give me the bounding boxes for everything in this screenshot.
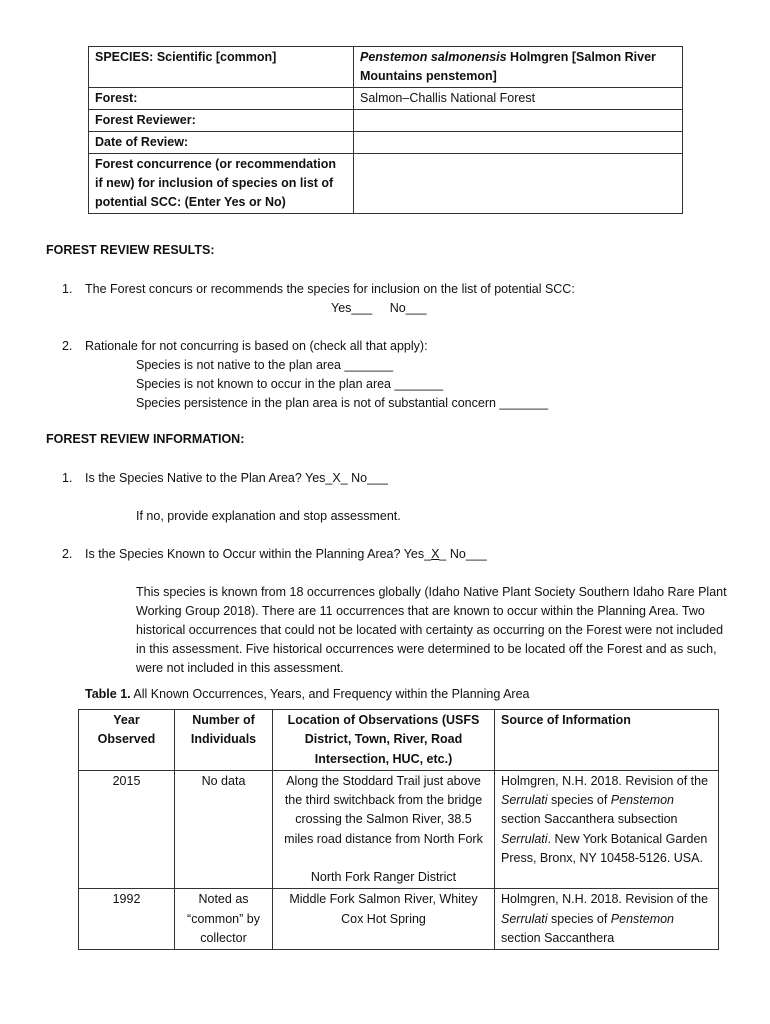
source-italic: Penstemon xyxy=(610,911,675,926)
question-2-text-start: Is the Species Known to Occur within the Planning Area? Yes_ xyxy=(85,547,432,561)
header-number-of-individuals: Number of Individuals xyxy=(175,710,273,771)
source-text: section Saccanthera xyxy=(501,930,615,945)
cell-year: 1992 xyxy=(79,889,175,950)
cell-source xyxy=(495,889,719,950)
source-text: . New York Botanical Garden Press, Bronx, NY 10458-5126. USA. xyxy=(501,831,708,866)
question-1-text: Is the Species Native to the Plan Area? Yes_X_ No___ xyxy=(85,471,388,485)
date-of-review-label: Date of Review: xyxy=(89,132,354,154)
cell-location: Middle Fork Salmon River, Whitey Cox Hot Spring xyxy=(273,889,495,950)
forest-concurrence-value[interactable] xyxy=(354,154,683,214)
forest-reviewer-label: Forest Reviewer: xyxy=(89,110,354,132)
question-2-text xyxy=(85,545,487,564)
table-1-caption-text: All Known Occurrences, Years, and Frequency within the Planning Area xyxy=(130,687,530,701)
results-item-2-number: 2. xyxy=(62,339,73,353)
source-text: Holmgren, N.H. 2018. Revision of the xyxy=(501,892,709,907)
header-location: Location of Observations (USFS District, Town, River, Road Intersection, HUC, etc.) xyxy=(273,710,495,771)
question-2-paragraph: This species is known from 18 occurrences globally (Idaho Native Plant Society Southern Idaho Rare Plant Working Group 2018). There are 11 occurrences that are known to occur within the Planning Area. Two historical occurrences that could not be located with certainty as occurring on the Forest were not included in this assessment. Five historical occurrences were determined to be located off the Forest and as such, were not included in this assessment. xyxy=(136,585,727,675)
source-italic: Serrulati xyxy=(501,793,548,808)
forest-concurrence-label: Forest concurrence (or recommendation if new) for inclusion of species on list of potential SCC: (Enter Yes or No) xyxy=(89,154,354,214)
cell-source xyxy=(495,770,719,888)
question-1-number: 1. xyxy=(62,471,73,485)
cell-number: Noted as “common” by collector xyxy=(175,889,273,950)
cell-location-text: Along the Stoddard Trail just above the third switchback from the bridge crossing the Salmon River, 38.5 miles road distance from North Fork xyxy=(284,773,483,846)
source-text: section Saccanthera subsection xyxy=(501,812,678,827)
source-italic: Penstemon xyxy=(610,793,675,808)
results-item-1-text: The Forest concurs or recommends the species for inclusion on the list of potential SCC: xyxy=(85,282,575,296)
question-2-number: 2. xyxy=(62,547,73,561)
species-common-name: Holmgren [Salmon River Mountains penstemon] xyxy=(360,50,656,83)
question-2-answer-x: X xyxy=(431,547,440,561)
species-info-table xyxy=(88,46,683,214)
table-header-row xyxy=(79,710,719,771)
cell-year: 2015 xyxy=(79,770,175,888)
cell-location xyxy=(273,770,495,888)
cell-number: No data xyxy=(175,770,273,888)
header-year-observed: Year Observed xyxy=(79,710,175,771)
table-row xyxy=(79,889,719,950)
results-heading: FOREST REVIEW RESULTS: xyxy=(46,243,215,257)
species-label: SPECIES: Scientific [common] xyxy=(89,47,354,88)
question-2-text-end: _ No___ xyxy=(439,547,487,561)
forest-value: Salmon–Challis National Forest xyxy=(354,88,683,110)
source-text: species of xyxy=(547,793,611,808)
source-italic: Serrulati xyxy=(501,831,548,846)
forest-reviewer-value[interactable] xyxy=(354,110,683,132)
cell-location-district: North Fork Ranger District xyxy=(310,870,457,885)
results-item-2-text: Rationale for not concurring is based on (check all that apply): xyxy=(85,339,428,353)
source-text: Holmgren, N.H. 2018. Revision of the xyxy=(501,773,709,788)
date-of-review-value[interactable] xyxy=(354,132,683,154)
forest-label: Forest: xyxy=(89,88,354,110)
occurrences-table xyxy=(78,709,719,950)
question-1-note: If no, provide explanation and stop assessment. xyxy=(136,509,401,523)
reason-not-known[interactable]: Species is not known to occur in the plan area _______ xyxy=(136,377,444,391)
table-row xyxy=(79,770,719,888)
species-scientific-name: Penstemon salmonensis xyxy=(360,50,507,64)
table-1-caption xyxy=(85,685,529,704)
reason-not-native[interactable]: Species is not native to the plan area _______ xyxy=(136,358,394,372)
information-heading: FOREST REVIEW INFORMATION: xyxy=(46,432,245,446)
source-text: species of xyxy=(547,911,611,926)
species-value xyxy=(354,47,683,88)
results-item-1-number: 1. xyxy=(62,282,73,296)
reason-persistence[interactable]: Species persistence in the plan area is not of substantial concern _______ xyxy=(136,396,549,410)
results-item-1-answer[interactable]: Yes___ No___ xyxy=(331,301,427,315)
table-1-caption-label: Table 1. xyxy=(85,687,131,701)
source-italic: Serrulati xyxy=(501,911,548,926)
header-source: Source of Information xyxy=(495,710,719,771)
